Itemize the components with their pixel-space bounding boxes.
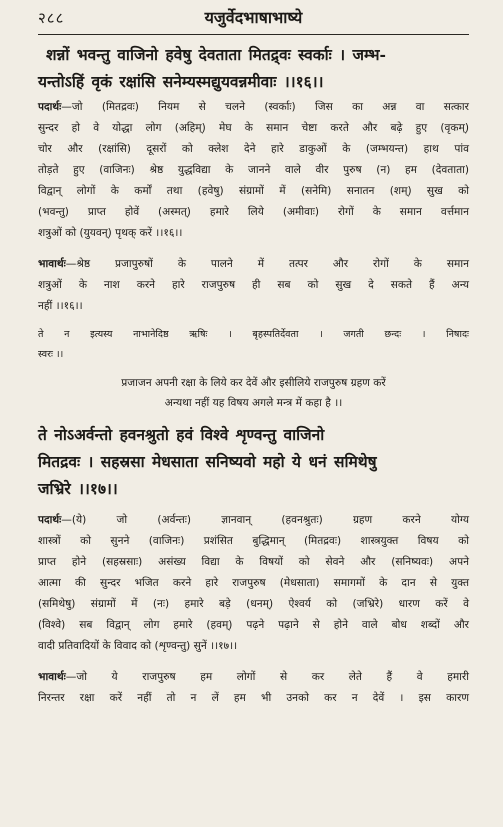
intro-line-1: प्रजाजन अपनी रक्षा के लिये कर देवें और इसीलिये राजपुरुष ग्रहण करें <box>121 377 386 389</box>
padartha-16-line-6: (भवन्तु) प्राप्त होवें (अस्मत्) हमारे लिये (अमीवाः) रोगों के समान वर्त्तमान <box>38 206 469 218</box>
running-title: यजुर्वेदभाषाभाष्ये <box>204 8 303 27</box>
bhavartha-17-line-2: निरन्तर रक्षा करें नहीं तो न लें हम भी उनको कर न देवें । इस कारण <box>38 692 469 704</box>
padartha-16-line-5: विद्वान् लोगों के कर्मों तथा (हवेषु) संग्रामों में (सनेमि) सनातन (शम्) सुख को <box>38 185 469 197</box>
padartha-16-line-2: सुन्दर हो वे योद्धा लोग (अहिम्) मेघ के समान चेष्टा करते और बढ़े हुए (वृकम्) <box>38 122 469 134</box>
bhavartha-16-line-2: शत्रुओं के नाश करने हारे राजपुरुष ही सब को सुख दे सकते हैं अन्य <box>38 279 469 291</box>
mantra-17-line-2: मितद्रवः । सहस्रसा मेधसाता सनिष्यवो महो ये धनं समिथेषु <box>38 452 377 471</box>
mantra-16-line-2: यन्तोऽहिं वृकं रक्षांसि सनेम्यस्मद्युयवन्नमीवाः ।।१६।। <box>38 72 324 91</box>
padartha-17-line-2: शास्त्रों को सुनने (वाजिनः) प्रशंसित बुद्धिमान् (मितद्रवः) शास्त्रयुक्त विषय को <box>38 535 469 547</box>
rishi-line-2: स्वरः ।। <box>38 349 64 360</box>
mantra-17-line-3: जभ्रिरे ।।१७।। <box>38 479 118 498</box>
padartha-17-line-6: (विश्वे) सब विद्वान् लोग हमारे (हवम्) पढ़ने पढ़ाने से होने वाले बोध शब्दों और <box>38 619 469 631</box>
bhavartha-label: भावार्थः <box>38 671 66 683</box>
page-number: २८८ <box>38 9 65 27</box>
mantra-17-line-1: ते नोऽअर्वन्तो हवनश्रुतो हवं विश्वे शृण्वन्तु वाजिनो <box>38 425 325 444</box>
bhavartha-16 <box>38 254 469 317</box>
rishi-devata-17 <box>38 325 469 365</box>
mantra-17 <box>38 421 469 502</box>
padartha-16-line-7: शत्रुओं को (युयवन्) पृथक् करें ।।१६।। <box>38 227 183 239</box>
padartha-17 <box>38 510 469 657</box>
padartha-17-line-1: पदार्थः—(ये) जो (अर्वन्तः) ज्ञानवान् (हवनश्रुतः) ग्रहण करने योग्य <box>38 514 469 526</box>
intro-17 <box>38 373 469 413</box>
page-header <box>38 0 469 35</box>
bhavartha-label: भावार्थः <box>38 258 66 270</box>
padartha-17-line-3: प्राप्त होने (सहस्रसाः) असंख्य विद्या के विषयों को सेवने और (सनिष्यवः) अपने <box>38 556 469 568</box>
padartha-17-line-5: (समिथेषु) संग्रामों में (नः) हमारे बड़े (धनम्) ऐश्वर्य को (जभ्रिरे) धारण करें वे <box>38 598 469 610</box>
rishi-line-1: ते न इत्यस्य नाभानेदिष्ठ ऋषिः । बृहस्पतिर्देवता । जगती छन्दः । निषादः <box>38 329 469 340</box>
padartha-16-line-1: पदार्थः—जो (मितद्रवः) नियम से चलने (स्वर्काः) जिस का अन्न वा सत्कार <box>38 101 469 113</box>
padartha-17-line-7: वादी प्रतिवादियों के विवाद को (शृण्वन्तु) सुनें ।।१७।। <box>38 640 238 652</box>
bhavartha-16-line-1: भावार्थः—श्रेष्ठ प्रजापुरुषों के पालने में तत्पर और रोगों के समान <box>38 258 469 270</box>
intro-line-2: अन्यथा नहीं यह विषय अगले मन्त्र में कहा है ।। <box>164 397 343 409</box>
padartha-16-line-4: तोड़ते हुए (वाजिनः) श्रेष्ठ युद्धविद्या के जानने वाले वीर पुरुष (न) हम (देवताता) <box>38 164 469 176</box>
padartha-16-line-3: चोर और (रक्षांसि) दूसरों को क्लेश देने हारे डाकुओं के (जम्भयन्त) हाथ पांव <box>38 143 469 155</box>
bhavartha-17-line-1: भावार्थः—जो ये राजपुरुष हम लोगों से कर लेते हैं वे हमारी <box>38 671 469 683</box>
padartha-label: पदार्थः <box>38 101 62 113</box>
padartha-17-line-4: आत्मा की सुन्दर भजित करने हारे राजपुरुष (मेधसाता) समागमों के दान से युक्त <box>38 577 469 589</box>
mantra-16-line-1: शन्नों भवन्तु वाजिनो हवेषु देवताता मितद्र्वः स्वर्काः । जम्भ- <box>46 45 386 64</box>
padartha-label: पदार्थः <box>38 514 62 526</box>
bhavartha-16-line-3: नहीं ।।१६।। <box>38 300 83 312</box>
mantra-16 <box>38 41 469 95</box>
padartha-16 <box>38 97 469 244</box>
bhavartha-17 <box>38 667 469 709</box>
